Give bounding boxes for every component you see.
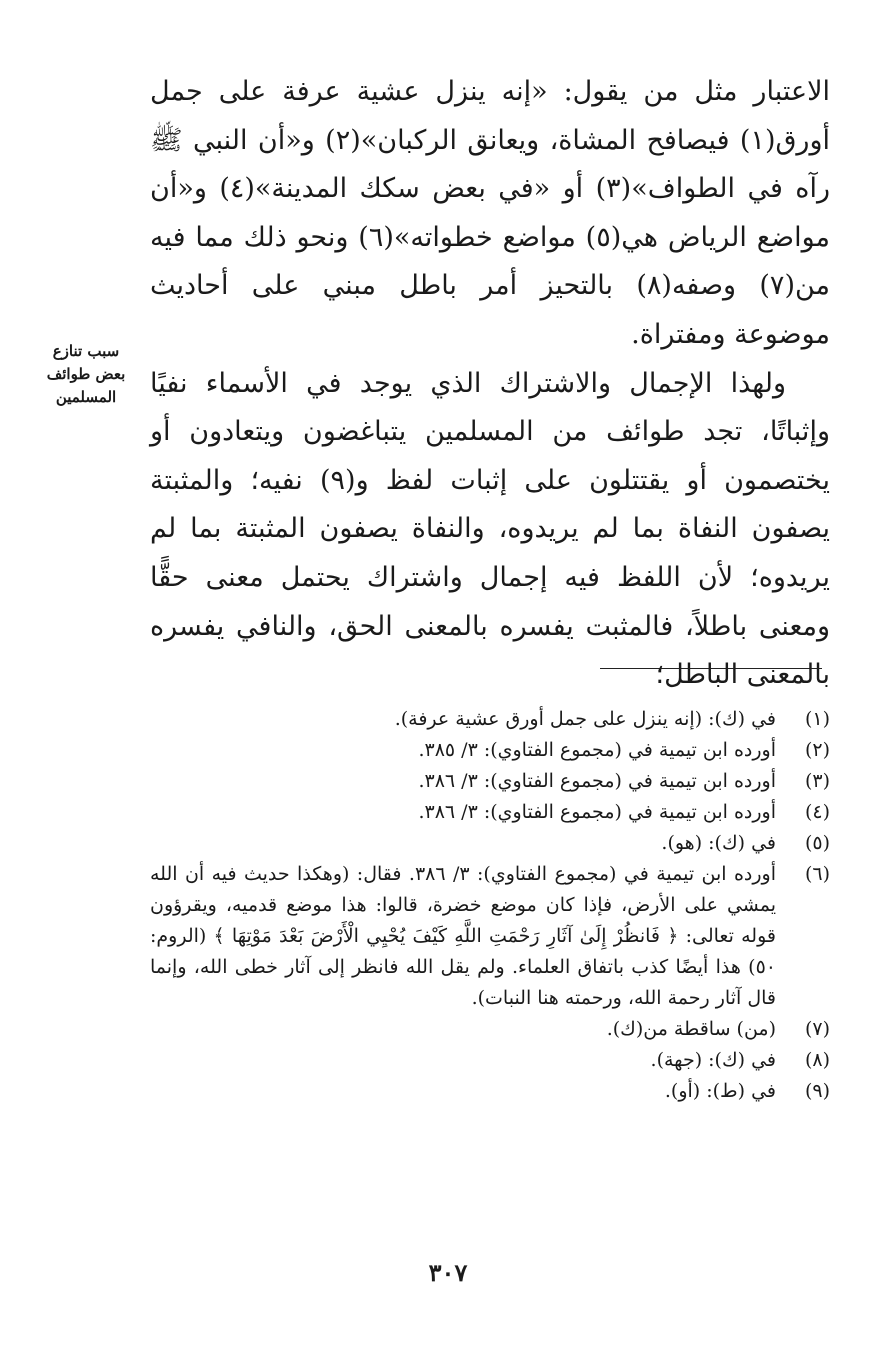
footnote-number: (٥): [804, 832, 830, 854]
footnote-number: (٦): [804, 863, 830, 885]
footnote-text: في (ك): (إنه ينزل على جمل أورق عشية عرفة).: [394, 708, 776, 730]
page-number: ٣٠٧: [428, 1258, 468, 1287]
footnote-number: (٢): [804, 739, 830, 761]
footnote-number: (٧): [804, 1018, 830, 1040]
paragraph: الاعتبار مثل من يقول: «إنه ينزل عشية عرفة على جمل أورق(١) فيصافح المشاة، ويعانق الركبان»(٢) و«أن النبي ﷺ رآه في الطواف»(٣) أو «في بعض سكك المدينة»(٤) و«أن مواضع الرياض هي(٥) مواضع خطواته»(٦) ونحو ذلك مما فيه من(٧) وصفه(٨) بالتحيز أمر باطل مبني على أحاديث موضوعة ومفتراة.: [150, 76, 830, 350]
footnote-text: أورده ابن تيمية في (مجموع الفتاوي): ٣/ ٣٨٥.: [418, 739, 776, 761]
footnote-text: في (ك): (هو).: [661, 832, 776, 854]
footnote: [150, 766, 830, 797]
footnote: [150, 797, 830, 828]
footnote-number: (٤): [804, 801, 830, 823]
footnote: [150, 735, 830, 766]
footnote-number: (١): [804, 708, 830, 730]
footnote-number: (٨): [804, 1049, 830, 1071]
footnote-text: (من) ساقطة من(ك).: [606, 1018, 776, 1040]
footnote-text: أورده ابن تيمية في (مجموع الفتاوي): ٣/ ٣٨٦. فقال: (وهكذا حديث فيه أن الله يمشي على الأرض، فإذا كان موضع خضرة، قالوا: هذا موضع قدميه، ويقرؤون قوله تعالى: ﴿ فَانظُرْ إِلَىٰ آثَارِ رَحْمَتِ اللَّهِ كَيْفَ يُحْيِي الْأَرْضَ بَعْدَ مَوْتِهَا ﴾ (الروم: ٥٠) هذا أيضًا كذب باتفاق العلماء. ولم يقل الله فانظر إلى آثار خطى الله، وإنما قال آثار رحمة الله، ورحمته هنا النبات).: [150, 863, 776, 1009]
footnote: [150, 1045, 830, 1076]
footnote: [150, 1076, 830, 1107]
footnote-number: (٩): [804, 1080, 830, 1102]
footnote-text: أورده ابن تيمية في (مجموع الفتاوي): ٣/ ٣٨٦.: [418, 801, 776, 823]
footnote: [150, 828, 830, 859]
footnote-text: في (ط): (أو).: [664, 1080, 776, 1102]
paragraph: ولهذا الإجمال والاشتراك الذي يوجد في الأسماء نفيًا وإثباتًا، تجد طوائف من المسلمين يتباغضون ويتعادون أو يختصمون أو يقتتلون على إثبات لفظ و(٩) نفيه؛ والمثبتة يصفون النفاة بما لم يريدوه، والنفاة يصفون المثبتة بما لم يريدوه؛ لأن اللفظ فيه إجمال واشتراك يحتمل معنى حقًّا ومعنى باطلاً، فالمثبت يفسره بالمعنى الحق، والنافي يفسره بالمعنى الباطل؛: [150, 367, 830, 691]
footnotes-list: [150, 704, 830, 1107]
main-text: [150, 68, 830, 700]
margin-note: سبب تنازع بعض طوائف المسلمين: [46, 342, 126, 406]
footnote-separator: [600, 668, 822, 669]
footnote-text: أورده ابن تيمية في (مجموع الفتاوي): ٣/ ٣٨٦.: [418, 770, 776, 792]
footnote: [150, 859, 830, 1014]
footnote: [150, 1014, 830, 1045]
footnote: [150, 704, 830, 735]
footnote-number: (٣): [804, 770, 830, 792]
footnote-text: في (ك): (جهة).: [650, 1049, 776, 1071]
